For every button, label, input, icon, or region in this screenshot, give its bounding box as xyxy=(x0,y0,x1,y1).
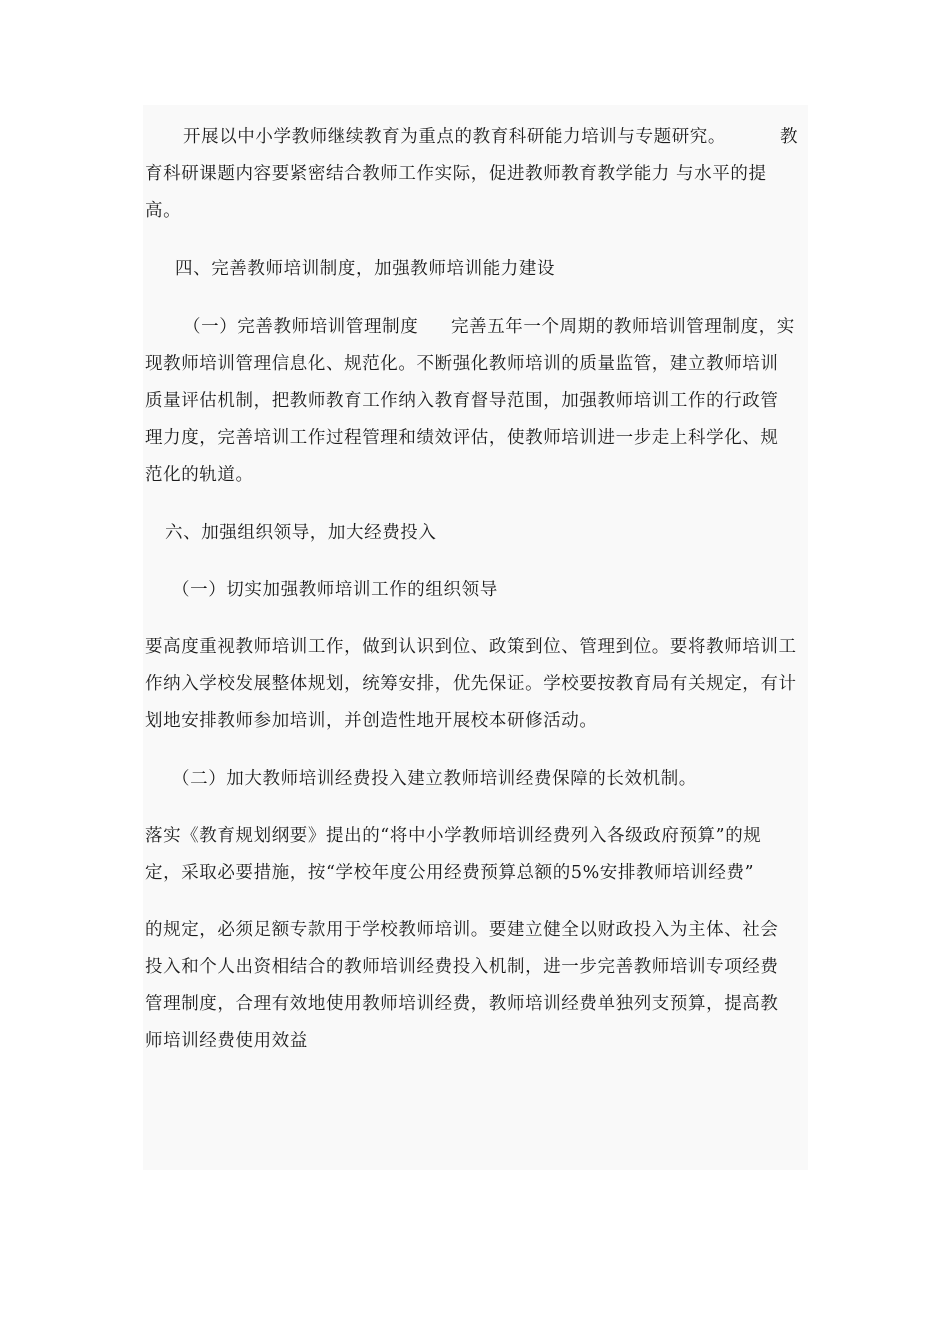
text-line: 管理制度，合理有效地使用教师培训经费，教师培训经费单独列支预算，提高教 xyxy=(145,994,779,1014)
text-line: 要高度重视教师培训工作，做到认识到位、政策到位、管理到位。要将教师培训工 xyxy=(145,637,797,657)
text-line: 育科研课题内容要紧密结合教师工作实际，促进教师教育教学能力 与水平的提 xyxy=(145,164,767,184)
text-line: 开展以中小学教师继续教育为重点的教育科研能力培训与专题研究。 xyxy=(183,127,726,147)
text-line: 作纳入学校发展整体规划，统筹安排，优先保证。学校要按教育局有关规定，有计 xyxy=(145,674,797,694)
text-line: 投入和个人出资相结合的教师培训经费投入机制，进一步完善教师培训专项经费 xyxy=(145,957,779,977)
subsection-heading: （二）加大教师培训经费投入建立教师培训经费保障的长效机制。 xyxy=(172,769,697,789)
text-line: 教 xyxy=(780,127,799,147)
text-line: 理力度，完善培训工作过程管理和绩效评估，使教师培训进一步走上科学化、规 xyxy=(145,428,779,448)
text-line: 现教师培训管理信息化、规范化。不断强化教师培训的质量监管，建立教师培训 xyxy=(145,354,779,374)
section-heading: 四、完善教师培训制度，加强教师培训能力建设 xyxy=(175,259,556,279)
section-heading: 六、加强组织领导，加大经费投入 xyxy=(165,523,437,543)
text-line: 高。 xyxy=(145,201,182,221)
text-line: 范化的轨道。 xyxy=(145,465,254,485)
text-line: 师培训经费使用效益 xyxy=(145,1031,308,1051)
text-line: 划地安排教师参加培训，并创造性地开展校本研修活动。 xyxy=(145,711,598,731)
text-line: 的规定，必须足额专款用于学校教师培训。要建立健全以财政投入为主体、社会 xyxy=(145,920,779,940)
text-line: 落实《教育规划纲要》提出的“将中小学教师培训经费列入各级政府预算”的规 xyxy=(145,826,762,846)
text-line: 质量评估机制，把教师教育工作纳入教育督导范围，加强教师培训工作的行政管 xyxy=(145,391,779,411)
text-line: 完善五年一个周期的教师培训管理制度，实 xyxy=(451,317,795,337)
subsection-heading: （一）切实加强教师培训工作的组织领导 xyxy=(172,580,498,600)
subsection-heading: （一）完善教师培训管理制度 xyxy=(183,317,419,337)
text-line: 定，采取必要措施，按“学校年度公用经费预算总额的5%安排教师培训经费” xyxy=(145,863,755,883)
